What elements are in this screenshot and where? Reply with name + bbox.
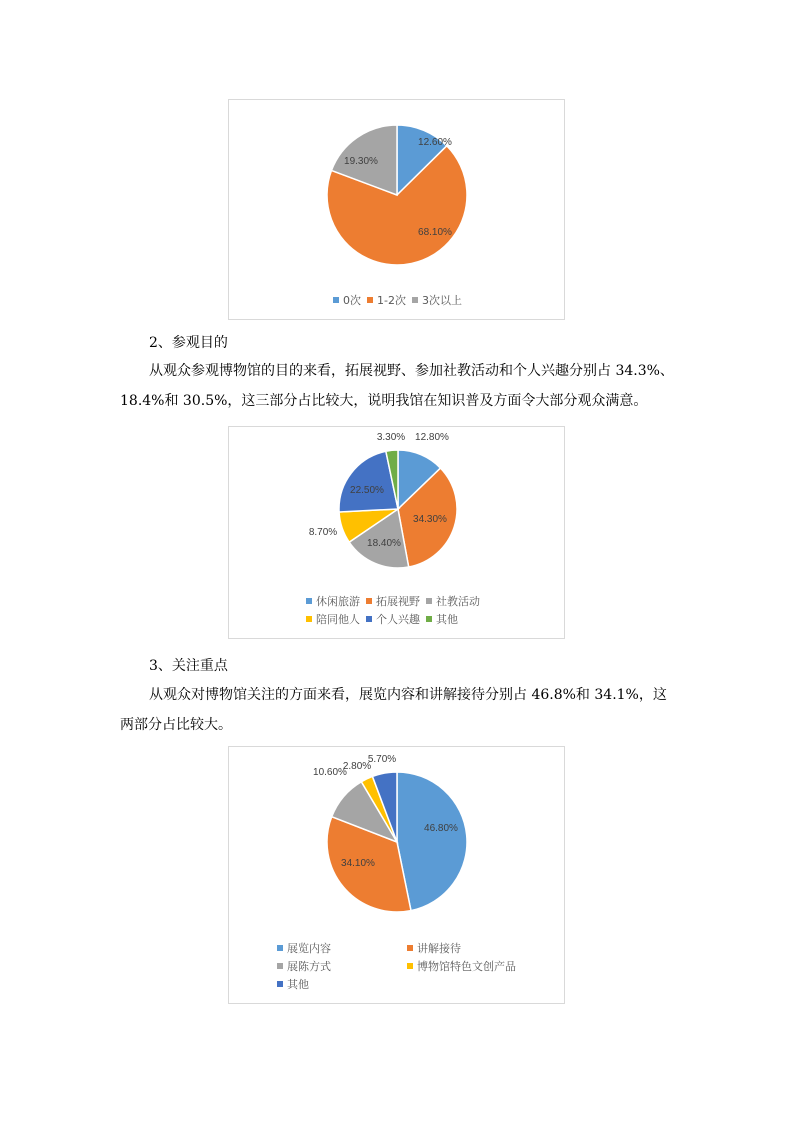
legend-entry: [306, 593, 360, 609]
legend-entry: [277, 958, 401, 974]
data-label: 22.50%: [350, 485, 384, 496]
section-heading-focus: 3、关注重点: [149, 658, 228, 674]
data-label: 3.30%: [376, 432, 406, 443]
chart-focus-points-legend: [277, 939, 537, 993]
legend-swatch: [407, 963, 413, 969]
data-label: 10.60%: [313, 767, 347, 778]
paragraph-line: 从观众对博物馆关注的方面来看，展览内容和讲解接待分别占 46.8%和 34.1%，这: [149, 687, 667, 703]
data-label: 12.60%: [418, 137, 452, 148]
legend-swatch: [333, 297, 339, 303]
legend-label: 展览内容: [287, 942, 331, 955]
legend-entry: [277, 976, 401, 992]
data-label: 68.10%: [418, 227, 452, 238]
legend-row: [277, 939, 537, 957]
legend-entry: [426, 611, 458, 627]
legend-label: 3次以上: [421, 294, 462, 307]
legend-swatch: [277, 981, 283, 987]
legend-swatch: [306, 598, 312, 604]
chart-visit-frequency: [228, 99, 565, 320]
legend-row: [333, 291, 468, 309]
legend-swatch: [412, 297, 418, 303]
legend-label: 0次: [343, 294, 361, 307]
legend-swatch: [366, 598, 372, 604]
legend-entry: [333, 292, 361, 308]
legend-swatch: [426, 598, 432, 604]
section-paragraph-purpose: [120, 356, 680, 416]
data-label: 5.70%: [367, 754, 397, 765]
chart-focus-points: [228, 746, 565, 1004]
legend-label: 展陈方式: [287, 960, 331, 973]
legend-entry: [277, 940, 401, 956]
legend-entry: [366, 611, 420, 627]
data-label: 46.80%: [424, 823, 458, 834]
chart-visit-frequency-legend: [333, 291, 468, 309]
data-label: 34.30%: [413, 514, 447, 525]
legend-swatch: [426, 616, 432, 622]
section-heading-purpose: 2、参观目的: [149, 335, 228, 351]
paragraph-line: 18.4%和 30.5%，这三部分占比较大，说明我馆在知识普及方面令大部分观众满意。: [120, 393, 648, 409]
legend-label: 社教活动: [436, 595, 480, 608]
section-paragraph-focus: [120, 680, 680, 740]
legend-entry: [407, 940, 531, 956]
data-label: 18.40%: [367, 538, 401, 549]
legend-row: [277, 975, 537, 993]
legend-swatch: [277, 963, 283, 969]
legend-label: 1-2次: [377, 294, 406, 307]
legend-entry: [412, 292, 462, 308]
legend-row: [306, 610, 486, 628]
legend-label: 陪同他人: [316, 613, 360, 626]
legend-label: 拓展视野: [376, 595, 420, 608]
legend-swatch: [407, 945, 413, 951]
chart-visit-purpose: [228, 426, 565, 639]
legend-label: 博物馆特色文创产品: [417, 960, 516, 973]
legend-swatch: [367, 297, 373, 303]
legend-row: [277, 957, 537, 975]
legend-entry: [407, 958, 531, 974]
legend-label: 休闲旅游: [316, 595, 360, 608]
legend-row: [306, 592, 486, 610]
legend-entry: [426, 593, 480, 609]
chart-visit-frequency-svg: [229, 100, 566, 321]
data-label: 2.80%: [342, 761, 372, 772]
paragraph-line: 从观众参观博物馆的目的来看，拓展视野、参加社教活动和个人兴趣分别占 34.3%、: [149, 363, 674, 379]
data-label: 19.30%: [344, 156, 378, 167]
legend-label: 个人兴趣: [376, 613, 420, 626]
chart-visit-purpose-legend: [306, 592, 486, 628]
data-label: 12.80%: [415, 432, 449, 443]
legend-swatch: [306, 616, 312, 622]
legend-entry: [306, 611, 360, 627]
paragraph-line: 两部分占比较大。: [120, 717, 232, 733]
data-label: 8.70%: [308, 527, 338, 538]
legend-label: 其他: [436, 613, 458, 626]
data-label: 34.10%: [341, 858, 375, 869]
legend-label: 其他: [287, 978, 309, 991]
legend-swatch: [366, 616, 372, 622]
legend-swatch: [277, 945, 283, 951]
legend-entry: [367, 292, 406, 308]
legend-entry: [366, 593, 420, 609]
legend-label: 讲解接待: [417, 942, 461, 955]
